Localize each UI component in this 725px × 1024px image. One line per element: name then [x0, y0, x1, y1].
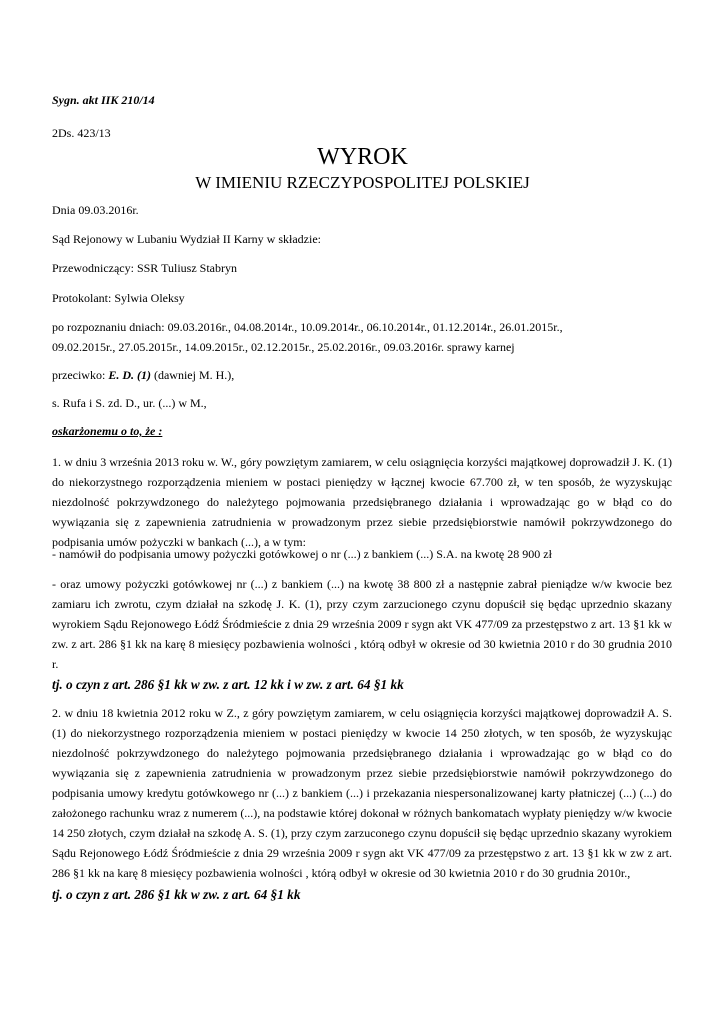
defendant-line — [52, 365, 672, 385]
hearing-dates-line-2: 09.02.2015r., 27.05.2015r., 14.09.2015r., 02.12.2015r., 25.02.2016r., 09.03.2016r. sprawy karnej — [52, 340, 515, 354]
verdict-subtitle: W IMIENIU RZECZYPOSPOLITEJ POLSKIEJ — [195, 173, 530, 192]
count-2-qualification: tj. o czyn z art. 286 §1 kk w zw. z art. 64 §1 kk — [52, 887, 301, 902]
defendant-parents-line: s. Rufa i S. zd. D., ur. (...) w M., — [52, 396, 207, 410]
verdict-title: WYROK — [317, 144, 408, 170]
hearing-dates — [52, 317, 672, 357]
count-1-item-b: - oraz umowy pożyczki gotówkowej nr (...) z bankiem (...) na kwotę 38 800 zł a następnie zabrał pieniądze w/w kwocie bez zamiaru ich zwrotu, czym działał na szkodę J. K. (1), przy czym zarzucionego czynu dopuścił się będąc uprzednio skazany wyrokiem Sądu Rejonowego Łódź Śródmieście z dnia 29 września 2009 r sygn akt VK 477/09 za przestępstwo z art. 13 §1 kk w zw. z art. 286 §1 kk na karę 8 miesięcy pozbawienia wolności , którą odbył w okresie od 30 kwietnia 2010 r do 30 grudnia 2010 r. — [52, 577, 672, 671]
prosecution-reference: 2Ds. 423/13 — [52, 126, 111, 140]
defendant-name: E. D. (1) — [108, 368, 151, 382]
date-line: Dnia 09.03.2016r. — [52, 203, 139, 217]
defendant-former-name: (dawniej M. H.), — [150, 368, 235, 382]
court-line: Sąd Rejonowy w Lubaniu Wydział II Karny w składzie: — [52, 232, 321, 246]
clerk-line: Protokolant: Sylwia Oleksy — [52, 291, 185, 305]
count-2-paragraph: 2. w dniu 18 kwietnia 2012 roku w Z., z góry powziętym zamiarem, w celu osiągnięcia korzyści majątkowej doprowadził A. S. (1) do niekorzystnego rozporządzenia mieniem w postaci pieniędzy w kwocie 14 250 złotych, w ten sposób, że wyzyskując niezdolność pokrzywdzonego do należytego pojmowania przedsiębranego działania i wprowadzając go w błąd co do wywiązania się z zapewnienia zatrudnienia w prowadzonym przez siebie przedsiębiorstwie namówił pokrzywdzonego do podpisania umowy kredytu gotówkowego nr (...) z bankiem (...) i przekazania niespersonalizowanej karty płatniczej (...) (...) do założonego rachunku wraz z numerem (...), na podstawie której dokonał w różnych bankomatach wypłaty pieniędzy w/w kwocie 14 250 złotych, czym działał na szkodę A. S. (1), przy czym zarzuconego czynu dopuścił się będąc uprzednio skazany wyrokiem Sądu Rejonowego Łódź Śródmieście z dnia 29 września 2009 r sygn akt VK 477/09 za przestępstwo z art. 13 §1 kk w zw z art. 286 §1 kk na karę 8 miesięcy pozbawienia wolności , którą odbył w okresie od 30 kwietnia 2010 r do 30 grudnia 2010r., — [52, 706, 672, 880]
presiding-judge-line: Przewodniczący: SSR Tuliusz Stabryn — [52, 261, 237, 275]
accusation-heading: oskarżonemu o to, że : — [52, 424, 163, 438]
hearing-dates-line-1: po rozpoznaniu dniach: 09.03.2016r., 04.08.2014r., 10.09.2014r., 06.10.2014r., 01.12.2014r., 26.01.2015r., — [52, 320, 563, 334]
case-signature: Sygn. akt IIK 210/14 — [52, 93, 155, 107]
count-1-paragraph: 1. w dniu 3 września 2013 roku w. W., góry powziętym zamiarem, w celu osiągnięcia korzyści majątkowej doprowadził J. K. (1) do niekorzystnego rozporządzenia mieniem w postaci pieniędzy w łącznej kwocie 67.700 zł, w ten sposób, że wyzyskując niezdolność pokrzywdzonego do należytego pojmowania przedsiębranego działania i wprowadzając go w błąd co do wywiązania się z zapewnienia zatrudnienia w prowadzonym przez siebie przedsiębiorstwie namówił pokrzywdzonego do podpisania umów pożyczki w bankach (...), a w tym: — [52, 455, 672, 549]
defendant-prefix: przeciwko: — [52, 368, 109, 382]
count-1-qualification: tj. o czyn z art. 286 §1 kk w zw. z art. 12 kk i w zw. z art. 64 §1 kk — [52, 677, 404, 692]
count-1-item-a: - namówił do podpisania umowy pożyczki gotówkowej o nr (...) z bankiem (...) S.A. na kwotę 28 900 zł — [52, 547, 552, 561]
